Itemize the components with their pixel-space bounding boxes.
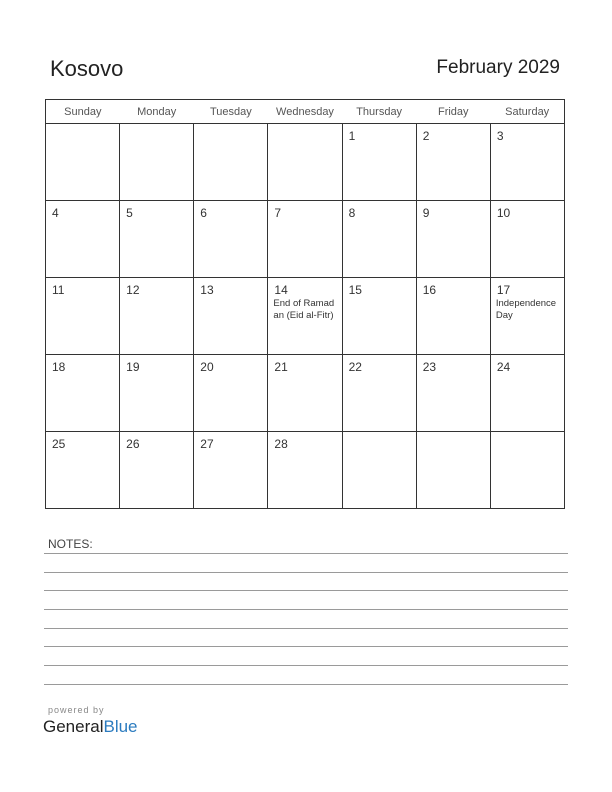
day-number: 3 bbox=[496, 129, 504, 143]
day-cell bbox=[416, 355, 490, 432]
day-number: 6 bbox=[200, 206, 207, 220]
day-cell bbox=[194, 201, 268, 278]
day-cell bbox=[120, 124, 194, 201]
day-cell bbox=[46, 432, 120, 509]
day-cell bbox=[46, 278, 120, 355]
weekday-sunday: Sunday bbox=[46, 100, 120, 124]
weekday-monday: Monday bbox=[120, 100, 194, 124]
day-cell bbox=[268, 355, 342, 432]
day-cell bbox=[416, 124, 490, 201]
weekday-saturday: Saturday bbox=[490, 100, 564, 124]
day-cell bbox=[490, 432, 564, 509]
calendar-grid bbox=[45, 99, 565, 509]
day-number: 7 bbox=[274, 206, 282, 220]
note-line bbox=[44, 553, 568, 554]
day-cell bbox=[120, 355, 194, 432]
day-number: 2 bbox=[422, 129, 430, 143]
day-number: 26 bbox=[126, 437, 140, 451]
note-line bbox=[44, 590, 568, 591]
day-number bbox=[46, 124, 119, 130]
day-cell bbox=[46, 201, 120, 278]
day-number: 18 bbox=[52, 360, 66, 374]
holiday-label: Independence Day bbox=[495, 298, 557, 321]
day-cell bbox=[46, 355, 120, 432]
day-number: 16 bbox=[422, 283, 437, 297]
day-cell bbox=[194, 432, 268, 509]
day-cell bbox=[46, 124, 120, 201]
week-row bbox=[46, 278, 565, 355]
day-cell bbox=[194, 355, 268, 432]
day-number: 25 bbox=[52, 437, 66, 451]
day-cell bbox=[342, 278, 416, 355]
day-number bbox=[194, 124, 267, 130]
day-cell bbox=[268, 124, 342, 201]
day-number bbox=[343, 432, 416, 438]
day-number bbox=[268, 124, 341, 130]
notes-label: NOTES: bbox=[48, 537, 93, 551]
day-number: 22 bbox=[348, 360, 362, 374]
note-line bbox=[44, 628, 568, 629]
day-cell bbox=[268, 201, 342, 278]
day-cell bbox=[268, 278, 342, 355]
day-number: 1 bbox=[348, 129, 356, 143]
note-line bbox=[44, 609, 568, 610]
weekday-wednesday: Wednesday bbox=[268, 100, 342, 124]
day-cell bbox=[490, 124, 564, 201]
day-cell bbox=[342, 201, 416, 278]
day-number: 24 bbox=[496, 360, 511, 374]
day-cell bbox=[416, 278, 490, 355]
day-number: 15 bbox=[348, 283, 362, 297]
week-row bbox=[46, 432, 565, 509]
day-cell bbox=[342, 355, 416, 432]
day-number: 8 bbox=[348, 206, 356, 220]
day-number: 13 bbox=[200, 283, 214, 297]
day-number: 17 bbox=[496, 283, 511, 297]
day-cell bbox=[490, 201, 564, 278]
powered-by-text: powered by bbox=[48, 705, 105, 715]
brand-general: General bbox=[43, 717, 104, 736]
weekday-thursday: Thursday bbox=[342, 100, 416, 124]
week-row bbox=[46, 201, 565, 278]
day-cell bbox=[120, 432, 194, 509]
day-number: 28 bbox=[274, 437, 288, 451]
day-cell bbox=[120, 278, 194, 355]
day-cell bbox=[490, 355, 564, 432]
day-number: 27 bbox=[200, 437, 214, 451]
day-number: 10 bbox=[496, 206, 511, 220]
holiday-label: End of Ramadan (Eid al-Fitr) bbox=[273, 298, 335, 321]
day-cell bbox=[416, 432, 490, 509]
day-number: 9 bbox=[422, 206, 430, 220]
day-cell bbox=[416, 201, 490, 278]
day-cell bbox=[120, 201, 194, 278]
day-number: 19 bbox=[126, 360, 140, 374]
day-number: 14 bbox=[274, 283, 288, 297]
day-cell bbox=[268, 432, 342, 509]
note-line bbox=[44, 665, 568, 666]
day-cell bbox=[342, 124, 416, 201]
day-number: 4 bbox=[52, 206, 59, 220]
day-number: 23 bbox=[422, 360, 437, 374]
day-number bbox=[120, 124, 193, 130]
day-number: 12 bbox=[126, 283, 140, 297]
week-row bbox=[46, 355, 565, 432]
weekday-tuesday: Tuesday bbox=[194, 100, 268, 124]
week-row bbox=[46, 124, 565, 201]
country-title: Kosovo bbox=[50, 56, 124, 81]
day-number: 21 bbox=[274, 360, 288, 374]
day-number bbox=[417, 432, 490, 438]
note-line bbox=[44, 646, 568, 647]
day-cell bbox=[194, 278, 268, 355]
month-title: February 2029 bbox=[436, 57, 560, 78]
day-number bbox=[491, 432, 564, 438]
weekday-header-row bbox=[46, 100, 565, 124]
day-cell bbox=[194, 124, 268, 201]
day-number: 20 bbox=[200, 360, 214, 374]
note-line bbox=[44, 684, 568, 685]
day-cell bbox=[490, 278, 564, 355]
brand-blue: Blue bbox=[103, 717, 138, 736]
day-number: 11 bbox=[52, 283, 65, 297]
weekday-friday: Friday bbox=[416, 100, 490, 124]
note-line bbox=[44, 572, 568, 573]
day-number: 5 bbox=[126, 206, 133, 220]
day-cell bbox=[342, 432, 416, 509]
generalblue-logo bbox=[43, 717, 138, 737]
